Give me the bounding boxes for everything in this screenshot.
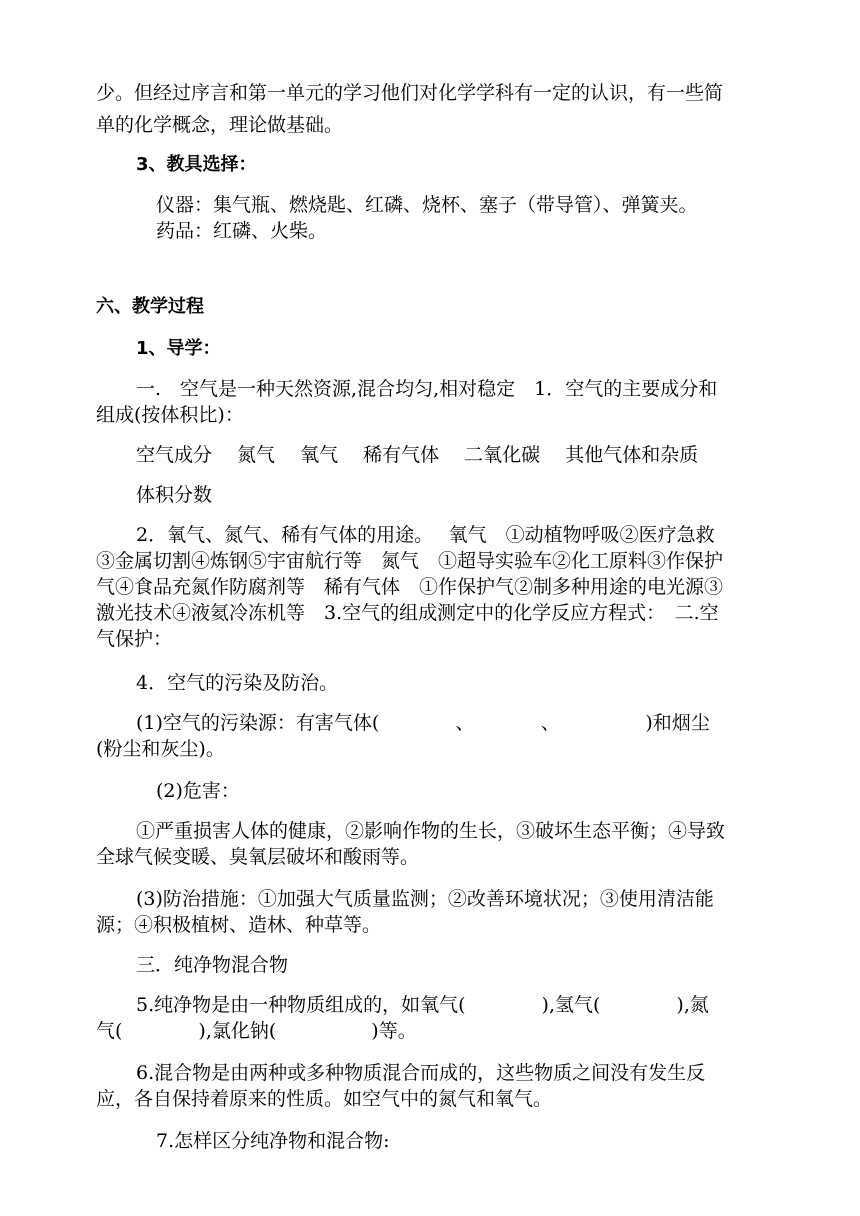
gas-uses-line-3: 气④食品充氮作防腐剂等 稀有气体 ①作保护气②制多种用途的电光源③ (96, 576, 724, 598)
mixture-line-2: 应，各自保持着原来的性质。如空气中的氮气和氧气。 (96, 1088, 553, 1110)
pollution-heading: 4．空气的污染及防治。 (136, 672, 339, 694)
measures-line-1: (3)防治措施：①加强大气质量监测；②改善环境状况；③使用清洁能 (136, 888, 714, 910)
pure-substance-line-1: 5.纯净物是由一种物质组成的，如氧气( ),氢气( ),氮 (136, 994, 709, 1016)
distinguish-question: 7.怎样区分纯净物和混合物: (156, 1130, 390, 1152)
heading-guided-study: 1、导学： (136, 338, 221, 359)
harm-line-1: ①严重损害人体的健康，②影响作物的生长，③破坏生态平衡；④导致 (136, 820, 726, 842)
measures-line-2: 源；④积极植树、造林、种草等。 (96, 914, 382, 936)
pollution-source-line-1: (1)空气的污染源：有害气体( 、 、 )和烟尘 (136, 712, 710, 734)
gas-uses-line-4: 激光技术④液氦冷冻机等 3.空气的组成测定中的化学反应方程式： 二.空 (96, 602, 719, 624)
gas-uses-line-1: 2．氧气、氮气、稀有气体的用途。 氧气 ①动植物呼吸②医疗急救 (136, 524, 715, 546)
pure-substance-line-2: 气( ),氯化钠( )等。 (96, 1020, 417, 1042)
paragraph-intro-line-2: 单的化学概念，理论做基础。 (96, 114, 344, 136)
mixture-line-1: 6.混合物是由两种或多种物质混合而成的，这些物质之间没有发生反 (136, 1062, 706, 1084)
tools-reagents: 药品：红磷、火柴。 (156, 220, 328, 242)
gas-uses-line-5: 气保护： (96, 628, 173, 650)
pure-mixture-heading: 三．纯净物混合物 (136, 954, 289, 976)
air-composition-header: 空气成分 氮气 氧气 稀有气体 二氧化碳 其他气体和杂质 (136, 444, 699, 466)
harm-heading: (2)危害： (156, 780, 240, 802)
harm-line-2: 全球气候变暖、臭氧层破坏和酸雨等。 (96, 846, 420, 868)
heading-teaching-tools: 3、教具选择： (136, 154, 257, 175)
pollution-source-line-2: (粉尘和灰尘)。 (96, 738, 225, 760)
tools-instruments: 仪器：集气瓶、燃烧匙、红磷、烧杯、塞子（带导管）、弹簧夹。 (156, 194, 698, 216)
air-volume-fraction-label: 体积分数 (136, 484, 213, 506)
air-resource-line-2: 组成(按体积比)： (96, 404, 244, 426)
heading-teaching-process: 六、教学过程 (96, 296, 204, 317)
air-resource-line-1: 一. 空气是一种天然资源,混合均匀,相对稳定 1．空气的主要成分和 (136, 378, 718, 400)
gas-uses-line-2: ③金属切割④炼钢⑤宇宙航行等 氮气 ①超导实验车②化工原料③作保护 (96, 550, 724, 572)
paragraph-intro-line-1: 少。但经过序言和第一单元的学习他们对化学学科有一定的认识，有一些简 (96, 82, 724, 104)
